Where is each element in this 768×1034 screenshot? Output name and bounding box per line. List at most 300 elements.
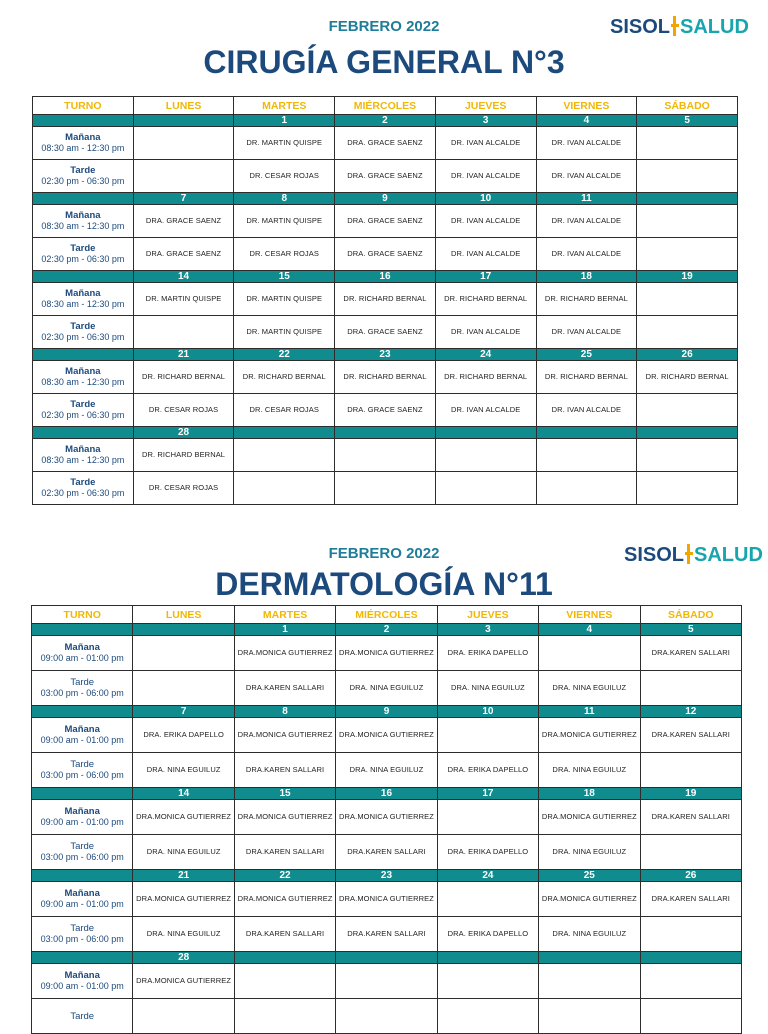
- doctor-cell: [637, 205, 738, 238]
- doctor-cell: DR. RICHARD BERNAL: [234, 361, 335, 394]
- doctor-cell: [437, 964, 538, 999]
- doctor-cell: DRA.MONICA GUTIERREZ: [234, 800, 335, 835]
- doctor-cell: [640, 917, 741, 952]
- date-cell: 9: [335, 193, 436, 205]
- doctor-cell: [637, 439, 738, 472]
- doctor-cell: [336, 964, 437, 999]
- shift-label: Mañana: [65, 132, 101, 143]
- shift-time: 02:30 pm - 06:30 pm: [41, 332, 125, 342]
- shift-row: [32, 999, 742, 1034]
- shift-label: Tarde: [70, 1010, 95, 1022]
- doctor-cell: DR. MARTIN QUISPE: [234, 316, 335, 349]
- month-label: FEBRERO 2022: [328, 18, 440, 35]
- doctor-cell: [234, 999, 335, 1034]
- column-header: JUEVES: [435, 97, 536, 115]
- shift-label: Mañana: [65, 210, 101, 221]
- doctor-cell: [133, 316, 234, 349]
- header-row: [33, 97, 738, 115]
- sisol-salud-logo: [624, 544, 763, 567]
- date-cell: [234, 427, 335, 439]
- shift-cell: [33, 127, 134, 160]
- shift-label: Tarde: [70, 759, 95, 770]
- shift-time: 09:00 am - 01:00 pm: [40, 735, 124, 745]
- doctor-cell: DR. IVAN ALCALDE: [435, 394, 536, 427]
- date-cell: 3: [435, 115, 536, 127]
- date-cell: [33, 193, 134, 205]
- doctor-cell: [336, 999, 437, 1034]
- date-cell: 15: [234, 788, 335, 800]
- doctor-cell: [133, 999, 234, 1034]
- doctor-cell: DR. IVAN ALCALDE: [435, 316, 536, 349]
- date-cell: 21: [133, 870, 234, 882]
- doctor-cell: [637, 316, 738, 349]
- shift-cell: [32, 917, 133, 952]
- date-cell: [133, 624, 234, 636]
- shift-cell: [32, 999, 133, 1034]
- doctor-cell: DRA.KAREN SALLARI: [234, 671, 335, 706]
- doctor-cell: [234, 964, 335, 999]
- doctor-cell: DR. IVAN ALCALDE: [435, 127, 536, 160]
- doctor-cell: [640, 964, 741, 999]
- shift-time: 03:00 pm - 06:00 pm: [40, 688, 124, 698]
- date-cell: 14: [133, 788, 234, 800]
- doctor-cell: DR. RICHARD BERNAL: [637, 361, 738, 394]
- shift-time: 09:00 am - 01:00 pm: [40, 899, 124, 909]
- date-cell: 16: [335, 271, 436, 283]
- column-header: MIÉRCOLES: [335, 97, 436, 115]
- doctor-cell: [640, 999, 741, 1034]
- date-cell: [536, 427, 637, 439]
- date-cell: 25: [539, 870, 640, 882]
- column-header: VIERNES: [539, 606, 640, 624]
- date-cell: 8: [234, 706, 335, 718]
- doctor-cell: DRA. GRACE SAENZ: [335, 205, 436, 238]
- shift-time: 02:30 pm - 06:30 pm: [41, 410, 125, 420]
- doctor-cell: DR. RICHARD BERNAL: [335, 283, 436, 316]
- shift-row: [32, 882, 742, 917]
- shift-label: Mañana: [65, 288, 101, 299]
- shift-row: [32, 753, 742, 788]
- date-cell: 23: [336, 870, 437, 882]
- doctor-cell: DRA.MONICA GUTIERREZ: [234, 636, 335, 671]
- date-cell: 17: [437, 788, 538, 800]
- page-title: CIRUGÍA GENERAL N°3: [203, 44, 565, 80]
- doctor-cell: DR. IVAN ALCALDE: [536, 316, 637, 349]
- shift-row: [32, 917, 742, 952]
- doctor-cell: [539, 636, 640, 671]
- doctor-cell: DR. IVAN ALCALDE: [536, 160, 637, 193]
- doctor-cell: DRA.MONICA GUTIERREZ: [336, 636, 437, 671]
- doctor-cell: [437, 999, 538, 1034]
- date-cell: 18: [539, 788, 640, 800]
- date-cell: 22: [234, 349, 335, 361]
- doctor-cell: DR. IVAN ALCALDE: [536, 205, 637, 238]
- date-row: [32, 952, 742, 964]
- shift-label: Mañana: [64, 806, 100, 817]
- date-cell: 10: [435, 193, 536, 205]
- header-row: [32, 606, 742, 624]
- page-title: DERMATOLOGÍA N°11: [215, 566, 553, 602]
- shift-cell: [33, 238, 134, 271]
- doctor-cell: [133, 127, 234, 160]
- cross-icon: [671, 16, 679, 36]
- doctor-cell: [435, 439, 536, 472]
- date-cell: 11: [536, 193, 637, 205]
- shift-label: Tarde: [70, 165, 96, 176]
- doctor-cell: [437, 718, 538, 753]
- shift-cell: [33, 361, 134, 394]
- doctor-cell: DRA. NINA EGUILUZ: [133, 753, 234, 788]
- doctor-cell: DR. RICHARD BERNAL: [335, 361, 436, 394]
- doctor-cell: DRA. NINA EGUILUZ: [133, 917, 234, 952]
- doctor-cell: [133, 160, 234, 193]
- doctor-cell: [234, 472, 335, 505]
- shift-label: Tarde: [70, 477, 96, 488]
- doctor-cell: DRA. ERIKA DAPELLO: [437, 636, 538, 671]
- shift-label: Tarde: [70, 321, 96, 332]
- shift-label: Tarde: [70, 923, 95, 934]
- logo-sisol-text: SISOL: [610, 16, 671, 38]
- doctor-cell: DRA. NINA EGUILUZ: [539, 753, 640, 788]
- doctor-cell: [133, 671, 234, 706]
- date-cell: 15: [234, 271, 335, 283]
- sisol-salud-logo: [610, 16, 749, 39]
- date-cell: [234, 952, 335, 964]
- doctor-cell: DR. CESAR ROJAS: [133, 472, 234, 505]
- date-cell: 14: [133, 271, 234, 283]
- date-cell: 2: [336, 624, 437, 636]
- doctor-cell: DRA. ERIKA DAPELLO: [133, 718, 234, 753]
- date-cell: 4: [536, 115, 637, 127]
- doctor-cell: [133, 636, 234, 671]
- shift-row: [32, 964, 742, 999]
- shift-cell: [33, 205, 134, 238]
- shift-cell: [33, 160, 134, 193]
- doctor-cell: DR. CESAR ROJAS: [133, 394, 234, 427]
- column-header: SÁBADO: [637, 97, 738, 115]
- shift-time: 02:30 pm - 06:30 pm: [41, 488, 125, 498]
- doctor-cell: DRA. NINA EGUILUZ: [336, 753, 437, 788]
- date-row: [33, 427, 738, 439]
- doctor-cell: DRA. NINA EGUILUZ: [539, 917, 640, 952]
- shift-cell: [32, 800, 133, 835]
- month-label: FEBRERO 2022: [328, 545, 440, 562]
- doctor-cell: DRA.KAREN SALLARI: [234, 917, 335, 952]
- column-header: LUNES: [133, 606, 234, 624]
- date-cell: [33, 427, 134, 439]
- doctor-cell: DRA.KAREN SALLARI: [640, 718, 741, 753]
- date-cell: [33, 271, 134, 283]
- shift-time: 08:30 am - 12:30 pm: [41, 377, 125, 387]
- doctor-cell: DR. MARTIN QUISPE: [133, 283, 234, 316]
- doctor-cell: DR. MARTIN QUISPE: [234, 205, 335, 238]
- date-row: [32, 788, 742, 800]
- date-cell: [435, 427, 536, 439]
- doctor-cell: DR. IVAN ALCALDE: [435, 238, 536, 271]
- shift-cell: [32, 636, 133, 671]
- doctor-cell: DRA. GRACE SAENZ: [335, 127, 436, 160]
- shift-cell: [32, 753, 133, 788]
- shift-row: [32, 718, 742, 753]
- shift-label: Tarde: [70, 841, 95, 852]
- date-cell: 1: [234, 115, 335, 127]
- doctor-cell: [437, 800, 538, 835]
- date-cell: [133, 115, 234, 127]
- date-cell: 24: [435, 349, 536, 361]
- shift-cell: [32, 882, 133, 917]
- doctor-cell: [335, 439, 436, 472]
- date-cell: 28: [133, 952, 234, 964]
- doctor-cell: [536, 439, 637, 472]
- shift-cell: [33, 316, 134, 349]
- date-cell: 19: [637, 271, 738, 283]
- date-cell: 24: [437, 870, 538, 882]
- cross-icon: [685, 544, 693, 564]
- shift-cell: [32, 964, 133, 999]
- doctor-cell: DRA.MONICA GUTIERREZ: [539, 882, 640, 917]
- doctor-cell: DRA.KAREN SALLARI: [640, 882, 741, 917]
- doctor-cell: [435, 472, 536, 505]
- date-cell: 8: [234, 193, 335, 205]
- shift-cell: [33, 283, 134, 316]
- date-cell: [539, 952, 640, 964]
- shift-row: [33, 394, 738, 427]
- date-cell: 16: [336, 788, 437, 800]
- shift-time: 09:00 am - 01:00 pm: [40, 653, 124, 663]
- doctor-cell: DR. MARTIN QUISPE: [234, 283, 335, 316]
- column-header: LUNES: [133, 97, 234, 115]
- doctor-cell: DRA.MONICA GUTIERREZ: [336, 882, 437, 917]
- doctor-cell: DRA. GRACE SAENZ: [335, 316, 436, 349]
- date-cell: [336, 952, 437, 964]
- date-row: [33, 349, 738, 361]
- shift-row: [33, 283, 738, 316]
- doctor-cell: [335, 472, 436, 505]
- doctor-cell: DRA.MONICA GUTIERREZ: [133, 800, 234, 835]
- doctor-cell: DRA. NINA EGUILUZ: [539, 835, 640, 870]
- doctor-cell: DR. CESAR ROJAS: [234, 238, 335, 271]
- date-row: [33, 193, 738, 205]
- shift-time: 08:30 am - 12:30 pm: [41, 143, 125, 153]
- doctor-cell: DRA.MONICA GUTIERREZ: [336, 800, 437, 835]
- doctor-cell: DRA.KAREN SALLARI: [336, 917, 437, 952]
- date-cell: 17: [435, 271, 536, 283]
- doctor-cell: DR. RICHARD BERNAL: [133, 439, 234, 472]
- shift-cell: [33, 439, 134, 472]
- doctor-cell: DR. RICHARD BERNAL: [435, 361, 536, 394]
- doctor-cell: DR. CESAR ROJAS: [234, 160, 335, 193]
- shift-label: Tarde: [70, 677, 95, 688]
- doctor-cell: DRA.MONICA GUTIERREZ: [133, 882, 234, 917]
- shift-time: 09:00 am - 01:00 pm: [40, 981, 124, 991]
- doctor-cell: DRA. GRACE SAENZ: [335, 160, 436, 193]
- schedule-table: [32, 96, 738, 505]
- doctor-cell: [640, 671, 741, 706]
- doctor-cell: DRA. ERIKA DAPELLO: [437, 917, 538, 952]
- date-row: [32, 870, 742, 882]
- doctor-cell: DR. IVAN ALCALDE: [536, 394, 637, 427]
- date-cell: 28: [133, 427, 234, 439]
- shift-row: [33, 361, 738, 394]
- date-row: [32, 624, 742, 636]
- shift-time: 08:30 am - 12:30 pm: [41, 221, 125, 231]
- shift-row: [33, 160, 738, 193]
- date-cell: 10: [437, 706, 538, 718]
- date-cell: 19: [640, 788, 741, 800]
- shift-cell: [33, 394, 134, 427]
- doctor-cell: DRA. GRACE SAENZ: [335, 238, 436, 271]
- date-cell: [32, 624, 133, 636]
- date-cell: [32, 870, 133, 882]
- date-row: [33, 115, 738, 127]
- doctor-cell: DRA.KAREN SALLARI: [640, 800, 741, 835]
- doctor-cell: [637, 127, 738, 160]
- doctor-cell: [539, 999, 640, 1034]
- doctor-cell: [536, 472, 637, 505]
- logo-salud-text: SALUD: [680, 16, 749, 38]
- column-header: MIÉRCOLES: [336, 606, 437, 624]
- shift-cell: [33, 472, 134, 505]
- shift-time: 03:00 pm - 06:00 pm: [40, 852, 124, 862]
- doctor-cell: [539, 964, 640, 999]
- shift-row: [32, 800, 742, 835]
- doctor-cell: DRA. NINA EGUILUZ: [133, 835, 234, 870]
- date-cell: 7: [133, 193, 234, 205]
- column-header: TURNO: [33, 97, 134, 115]
- doctor-cell: [637, 472, 738, 505]
- date-cell: [33, 115, 134, 127]
- date-cell: 26: [637, 349, 738, 361]
- doctor-cell: DR. IVAN ALCALDE: [536, 127, 637, 160]
- date-cell: [32, 788, 133, 800]
- column-header: SÁBADO: [640, 606, 741, 624]
- doctor-cell: DRA.KAREN SALLARI: [234, 753, 335, 788]
- date-cell: 7: [133, 706, 234, 718]
- doctor-cell: DRA.MONICA GUTIERREZ: [539, 718, 640, 753]
- doctor-cell: [640, 835, 741, 870]
- doctor-cell: [637, 283, 738, 316]
- date-cell: 22: [234, 870, 335, 882]
- doctor-cell: [637, 394, 738, 427]
- doctor-cell: DRA.MONICA GUTIERREZ: [539, 800, 640, 835]
- shift-cell: [32, 718, 133, 753]
- column-header: MARTES: [234, 97, 335, 115]
- shift-row: [33, 439, 738, 472]
- doctor-cell: DR. RICHARD BERNAL: [133, 361, 234, 394]
- column-header: JUEVES: [437, 606, 538, 624]
- shift-cell: [32, 835, 133, 870]
- shift-time: 02:30 pm - 06:30 pm: [41, 176, 125, 186]
- shift-row: [32, 671, 742, 706]
- date-cell: 1: [234, 624, 335, 636]
- shift-label: Tarde: [70, 243, 96, 254]
- shift-row: [33, 238, 738, 271]
- date-cell: 11: [539, 706, 640, 718]
- logo-salud-text: SALUD: [694, 544, 763, 566]
- doctor-cell: DRA.MONICA GUTIERREZ: [133, 964, 234, 999]
- doctor-cell: DRA. NINA EGUILUZ: [437, 671, 538, 706]
- doctor-cell: [637, 238, 738, 271]
- shift-label: Mañana: [65, 366, 101, 377]
- date-cell: 18: [536, 271, 637, 283]
- schedule-table: [31, 605, 742, 1034]
- doctor-cell: DRA.KAREN SALLARI: [640, 636, 741, 671]
- doctor-cell: [437, 882, 538, 917]
- shift-label: Tarde: [70, 399, 96, 410]
- shift-time: 09:00 am - 01:00 pm: [40, 817, 124, 827]
- date-cell: 5: [640, 624, 741, 636]
- date-cell: [437, 952, 538, 964]
- doctor-cell: DR. IVAN ALCALDE: [435, 160, 536, 193]
- date-cell: 25: [536, 349, 637, 361]
- shift-time: 08:30 am - 12:30 pm: [41, 299, 125, 309]
- shift-label: Mañana: [64, 724, 100, 735]
- doctor-cell: DRA. ERIKA DAPELLO: [437, 753, 538, 788]
- doctor-cell: DR. RICHARD BERNAL: [536, 361, 637, 394]
- date-cell: 4: [539, 624, 640, 636]
- date-cell: [335, 427, 436, 439]
- shift-label: Mañana: [65, 444, 101, 455]
- shift-time: 02:30 pm - 06:30 pm: [41, 254, 125, 264]
- doctor-cell: [637, 160, 738, 193]
- logo-sisol-text: SISOL: [624, 544, 685, 566]
- doctor-cell: DR. RICHARD BERNAL: [536, 283, 637, 316]
- doctor-cell: DRA. ERIKA DAPELLO: [437, 835, 538, 870]
- shift-row: [33, 205, 738, 238]
- shift-row: [32, 835, 742, 870]
- doctor-cell: DRA.MONICA GUTIERREZ: [234, 718, 335, 753]
- doctor-cell: DRA.KAREN SALLARI: [336, 835, 437, 870]
- date-cell: [33, 349, 134, 361]
- date-cell: 9: [336, 706, 437, 718]
- column-header: MARTES: [234, 606, 335, 624]
- date-cell: 5: [637, 115, 738, 127]
- doctor-cell: DRA. NINA EGUILUZ: [336, 671, 437, 706]
- doctor-cell: DRA. GRACE SAENZ: [335, 394, 436, 427]
- date-cell: [640, 952, 741, 964]
- doctor-cell: [640, 753, 741, 788]
- date-cell: [32, 706, 133, 718]
- date-cell: 26: [640, 870, 741, 882]
- shift-label: Mañana: [64, 970, 100, 981]
- date-cell: [32, 952, 133, 964]
- date-cell: [637, 193, 738, 205]
- shift-row: [33, 472, 738, 505]
- shift-label: Mañana: [64, 642, 100, 653]
- date-cell: 23: [335, 349, 436, 361]
- doctor-cell: DR. CESAR ROJAS: [234, 394, 335, 427]
- date-cell: [637, 427, 738, 439]
- doctor-cell: DR. IVAN ALCALDE: [435, 205, 536, 238]
- doctor-cell: DR. IVAN ALCALDE: [536, 238, 637, 271]
- date-cell: 3: [437, 624, 538, 636]
- date-cell: 2: [335, 115, 436, 127]
- doctor-cell: DR. MARTIN QUISPE: [234, 127, 335, 160]
- column-header: TURNO: [32, 606, 133, 624]
- column-header: VIERNES: [536, 97, 637, 115]
- doctor-cell: DRA. NINA EGUILUZ: [539, 671, 640, 706]
- doctor-cell: DRA.KAREN SALLARI: [234, 835, 335, 870]
- shift-time: 03:00 pm - 06:00 pm: [40, 770, 124, 780]
- doctor-cell: DRA. GRACE SAENZ: [133, 238, 234, 271]
- shift-label: Mañana: [64, 888, 100, 899]
- date-row: [32, 706, 742, 718]
- date-cell: 21: [133, 349, 234, 361]
- doctor-cell: DRA. GRACE SAENZ: [133, 205, 234, 238]
- shift-cell: [32, 671, 133, 706]
- shift-row: [33, 127, 738, 160]
- shift-time: 03:00 pm - 06:00 pm: [40, 934, 124, 944]
